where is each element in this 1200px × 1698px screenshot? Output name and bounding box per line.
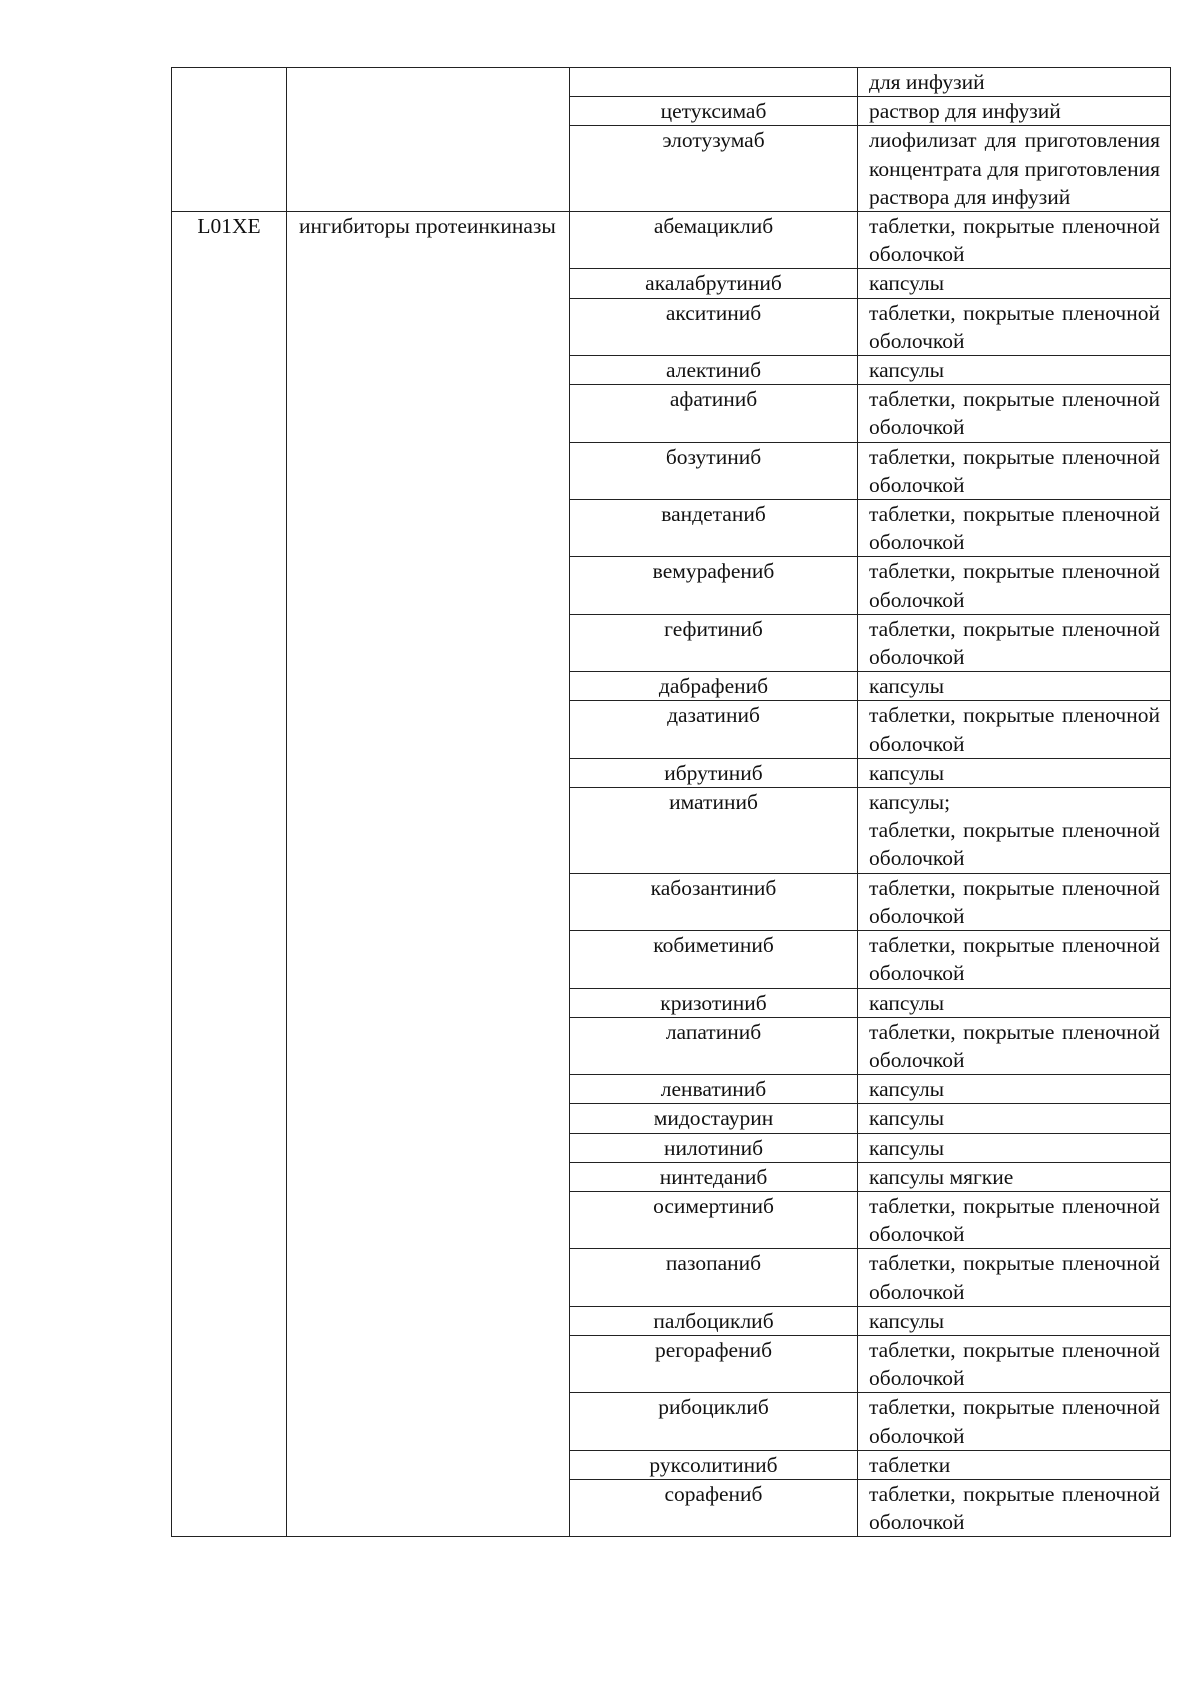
dosage-form-line: таблетки, покрытые пленочной оболочкой: [869, 214, 1160, 267]
group-name-cell: ингибиторы протеинкиназы: [287, 212, 570, 1537]
dosage-form-line: капсулы: [869, 674, 945, 699]
dosage-form-line: таблетки, покрытые пленочной оболочкой: [869, 616, 1160, 670]
drug-name-cell: иматиниб: [570, 788, 858, 874]
dosage-form-cell: [858, 672, 1171, 701]
dosage-form-cell: [858, 557, 1171, 614]
drug-name-cell: кабозантиниб: [570, 873, 858, 930]
dosage-form-cell: [858, 269, 1171, 298]
dosage-form-cell: [858, 212, 1171, 269]
drug-name-cell: рибоциклиб: [570, 1393, 858, 1450]
drug-name-cell: вандетаниб: [570, 500, 858, 557]
dosage-form-cell: [858, 385, 1171, 442]
dosage-form-line: таблетки, покрытые пленочной оболочкой: [869, 1337, 1160, 1391]
table-row: [172, 212, 1171, 269]
dosage-form-line: капсулы: [869, 990, 945, 1015]
dosage-form-cell: [858, 1191, 1171, 1248]
drug-name-cell: осимертиниб: [570, 1191, 858, 1248]
dosage-form-cell: [858, 758, 1171, 787]
drug-name-cell: ибрутиниб: [570, 758, 858, 787]
drug-name-cell: лапатиниб: [570, 1017, 858, 1074]
dosage-form-cell: [858, 68, 1171, 97]
dosage-form-line: капсулы;: [869, 790, 951, 815]
drug-name-cell: мидостаурин: [570, 1104, 858, 1133]
dosage-form-cell: [858, 1450, 1171, 1479]
dosage-form-cell: [858, 988, 1171, 1017]
dosage-form-cell: [858, 1249, 1171, 1306]
dosage-form-line: лиофилизат для приготовления концентрата для приготовления раствора для инфузий: [869, 128, 1160, 209]
drug-name-cell: кобиметиниб: [570, 931, 858, 988]
dosage-form-line: капсулы: [869, 271, 945, 296]
drug-name-cell: [570, 68, 858, 97]
drug-name-cell: нинтеданиб: [570, 1162, 858, 1191]
dosage-form-cell: [858, 1162, 1171, 1191]
dosage-form-cell: [858, 1479, 1171, 1536]
dosage-form-line: капсулы: [869, 1308, 945, 1333]
drug-name-cell: афатиниб: [570, 385, 858, 442]
dosage-form-line: таблетки: [869, 1452, 951, 1477]
dosage-form-line: таблетки, покрытые пленочной оболочкой: [869, 559, 1160, 612]
drug-name-cell: акалабрутиниб: [570, 269, 858, 298]
table-row: [172, 68, 1171, 97]
drug-name-cell: руксолитиниб: [570, 1450, 858, 1479]
dosage-form-cell: [858, 1017, 1171, 1074]
dosage-form-line: таблетки, покрытые пленочной оболочкой: [869, 703, 1160, 756]
dosage-form-cell: [858, 500, 1171, 557]
drug-name-cell: акситиниб: [570, 298, 858, 355]
drug-name-cell: кризотиниб: [570, 988, 858, 1017]
dosage-form-line: капсулы: [869, 1106, 945, 1131]
drug-name-cell: нилотиниб: [570, 1133, 858, 1162]
dosage-form-line: таблетки, покрытые пленочной оболочкой: [869, 444, 1160, 497]
dosage-form-cell: [858, 931, 1171, 988]
drug-name-cell: бозутиниб: [570, 442, 858, 499]
dosage-form-cell: [858, 1104, 1171, 1133]
drug-name-cell: палбоциклиб: [570, 1306, 858, 1335]
drug-name-cell: гефитиниб: [570, 614, 858, 671]
dosage-form-line: капсулы мягкие: [869, 1164, 1014, 1189]
dosage-form-line: таблетки, покрытые пленочной оболочкой: [869, 1395, 1160, 1448]
drug-name-cell: цетуксимаб: [570, 97, 858, 126]
dosage-form-line: таблетки, покрытые пленочной оболочкой: [869, 818, 1160, 871]
dosage-form-line: таблетки, покрытые пленочной оболочкой: [869, 300, 1160, 353]
dosage-form-line: таблетки, покрытые пленочной оболочкой: [869, 1019, 1160, 1072]
dosage-form-cell: [858, 126, 1171, 212]
dosage-form-cell: [858, 298, 1171, 355]
dosage-form-cell: [858, 873, 1171, 930]
dosage-form-line: капсулы: [869, 760, 945, 785]
drug-name-cell: алектиниб: [570, 356, 858, 385]
drug-name-cell: сорафениб: [570, 1479, 858, 1536]
dosage-form-cell: [858, 97, 1171, 126]
dosage-form-line: таблетки, покрытые пленочной оболочкой: [869, 875, 1160, 928]
dosage-form-line: таблетки, покрытые пленочной оболочкой: [869, 1251, 1160, 1304]
drug-name-cell: вемурафениб: [570, 557, 858, 614]
atc-code-cell: [172, 68, 287, 212]
drug-name-cell: пазопаниб: [570, 1249, 858, 1306]
drug-table: [171, 67, 1171, 1537]
dosage-form-line: таблетки, покрытые пленочной оболочкой: [869, 1193, 1160, 1247]
dosage-form-cell: [858, 614, 1171, 671]
dosage-form-line: для инфузий: [869, 70, 985, 94]
dosage-form-cell: [858, 1393, 1171, 1450]
drug-name-cell: ленватиниб: [570, 1075, 858, 1104]
dosage-form-line: таблетки, покрытые пленочной оболочкой: [869, 933, 1160, 986]
drug-name-cell: дазатиниб: [570, 701, 858, 758]
atc-code-cell: L01XE: [172, 212, 287, 1537]
dosage-form-cell: [858, 356, 1171, 385]
drug-name-cell: элотузумаб: [570, 126, 858, 212]
dosage-form-line: капсулы: [869, 1077, 945, 1102]
drug-name-cell: регорафениб: [570, 1335, 858, 1392]
dosage-form-line: капсулы: [869, 1135, 945, 1160]
drug-table-body: [172, 68, 1171, 1537]
dosage-form-line: раствор для инфузий: [869, 99, 1061, 124]
dosage-form-cell: [858, 1075, 1171, 1104]
dosage-form-line: таблетки, покрытые пленочной оболочкой: [869, 387, 1160, 440]
dosage-form-line: капсулы: [869, 358, 945, 383]
dosage-form-cell: [858, 1335, 1171, 1392]
group-name-cell: [287, 68, 570, 212]
drug-name-cell: дабрафениб: [570, 672, 858, 701]
document-page: [171, 67, 1160, 1537]
dosage-form-cell: [858, 1133, 1171, 1162]
dosage-form-cell: [858, 701, 1171, 758]
dosage-form-cell: [858, 1306, 1171, 1335]
dosage-form-line: таблетки, покрытые пленочной оболочкой: [869, 1481, 1160, 1535]
dosage-form-line: таблетки, покрытые пленочной оболочкой: [869, 502, 1160, 555]
dosage-form-cell: [858, 788, 1171, 874]
drug-name-cell: абемациклиб: [570, 212, 858, 269]
dosage-form-cell: [858, 442, 1171, 499]
